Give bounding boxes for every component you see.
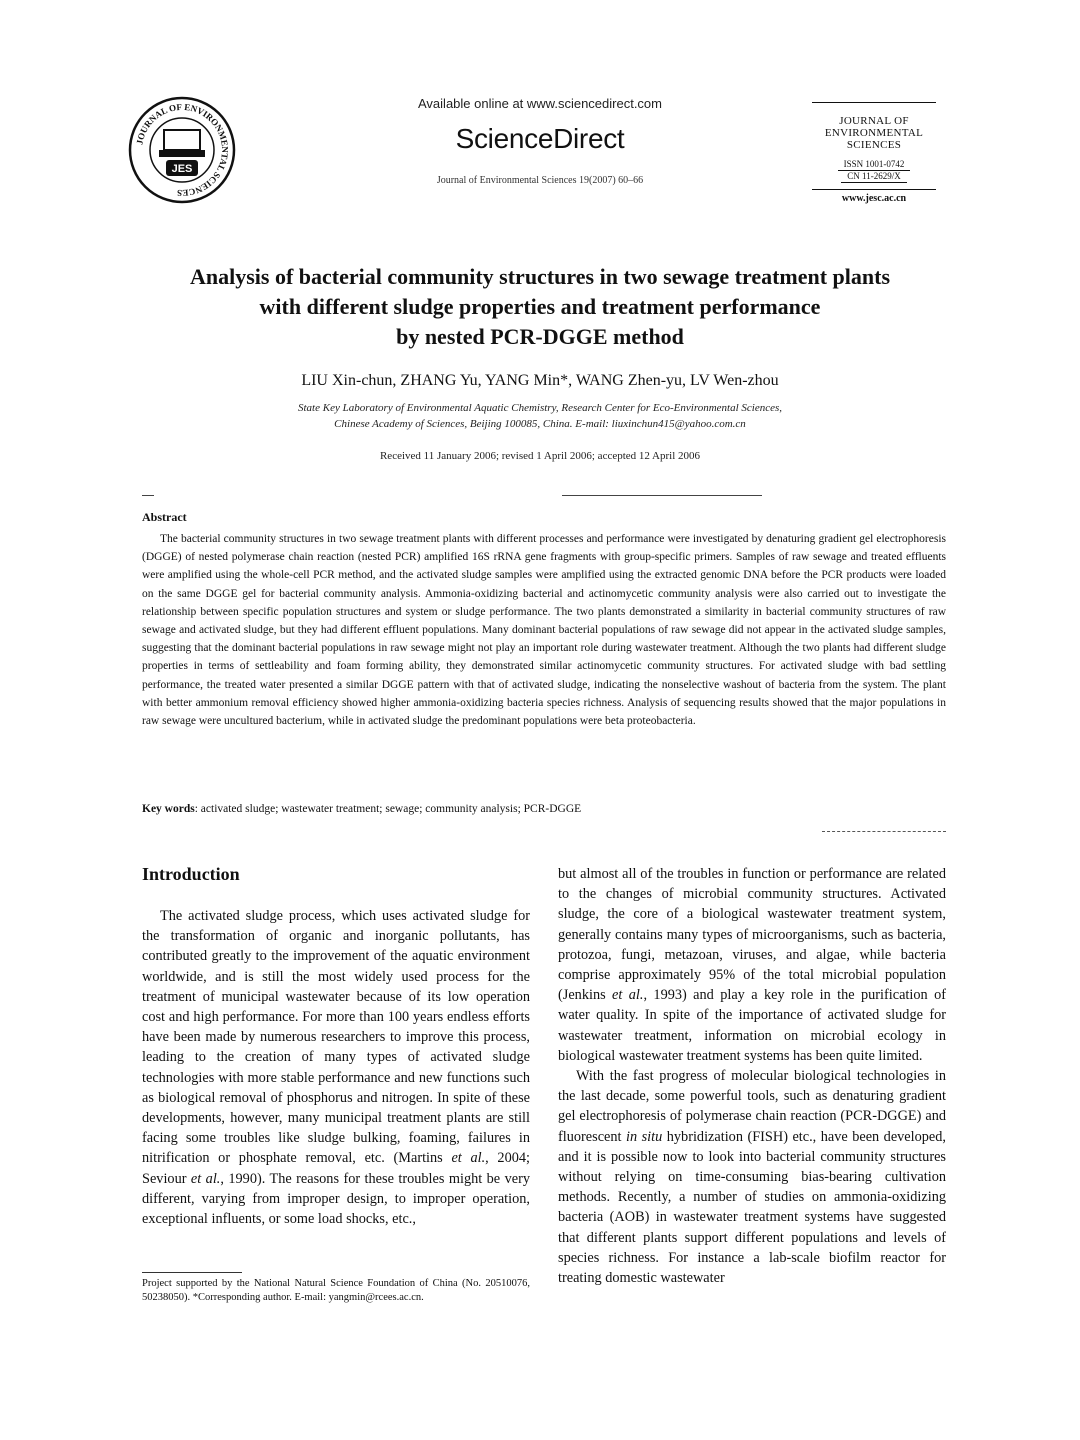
intro-paragraph-2: With the fast progress of molecular biological technologies in the last decade, some powerful tools, such as denaturing gradient gel electrophoresis of polymerase chain reaction (PCR-DGGE) and fluorescent in situ hybridization (FISH) etc., have been developed, and it is possible now to look into bacterial community structures without relying on time-consuming bias-bearing cultivation methods. Recently, a number of studies on ammonia-oxidizing bacteria (AOB) in wastewater treatment systems have suggested that different plants support different populations and levels of species richness. For instance a lab-scale biofilm reactor for treating domestic wastewater [558,1068,946,1287]
journal-name-line1: JOURNAL OF [839,115,909,127]
journal-box-top-rule [812,102,936,103]
keywords-list: : activated sludge; wastewater treatment; sewage; community analysis; PCR-DGGE [194,803,582,815]
journal-name-line2: ENVIRONMENTAL [824,127,924,139]
intro-paragraph-1: The activated sludge process, which uses activated sludge for the transformation of organic and inorganic pollutants, has contributed greatly to the improvement of the aquatic environment worldwide, and is still the most widely used process for the treatment of municipal wastewater because of its low operation cost and high performance. For more than 100 years endless efforts have been made by numerous researchers to improve this process, leading to the creation of many types of activated sludge technologies with more stable performance and new functions such as biological removal of phosphorus and nitrogen. In spite of these developments, however, many municipal treatment plants are still facing some troubles like sludge bulking, foaming, failures in nitrification or phosphate removal, etc. (Martins et al., 2004; Seviour et al., 1990). The reasons for these troubles might be very different, varying from improper design, to improper operation, exceptional influents, or some load shocks, etc., [142,908,530,1228]
journal-website: www.jesc.ac.cn [812,189,936,204]
journal-name-line3: SCIENCES [846,139,902,151]
journal-citation: Journal of Environmental Sciences 19(2007) 60–66 [436,175,644,186]
divider-long [562,495,762,496]
right-column [558,864,946,1288]
title-line-1: Analysis of bacterial community structures in two sewage treatment plants [189,264,891,289]
journal-issn: ISSN 1001-0742 [838,159,911,171]
article-title [120,262,960,352]
keywords [142,803,946,815]
journal-logo [128,96,236,204]
divider-short [142,495,154,496]
introduction-heading: Introduction [142,864,240,884]
abstract-text: The bacterial community structures in two sewage treatment plants with different processes and performance were investigated by denaturing gradient gel electrophoresis (DGGE) of nested polymerase chain reaction (nested PCR) amplified 16S rRNA gene fragments with group-specific primers. Samples of raw sewage and treated effluents were amplified using the whole-cell PCR method, and the activated sludge samples were amplified using the extracted genomic DNA before the PCR products were loaded on the same DGGE gel for bacterial community analysis. Ammonia-oxidizing bacterial and actinomycetic community analysis were also carried out to investigate the relationship between specific population structures and system or sludge performance. The two plants demonstrated a similarity in bacterial community structures of raw sewage and activated sludge, but they had different effluent populations. Many dominant bacterial populations of raw sewage did not appear in the activated sludge samples, suggesting that the dominant bacterial populations in raw sewage might not play an important role during wastewater treatment. Although the two plants had different sludge properties in terms of settleability and foam forming ability, they demonstrated similar actinomycetic community structures. For activated sludge with bad settling performance, the treated water presented a similar DGGE pattern with that of activated sludge, indicating the nonselective washout of bacteria from the system. The plant with better ammonium removal efficiency showed higher ammonia-oxidizing bacteria species richness. Analysis of sequencing results showed that the major populations in raw sewage were uncultured bacterium, while in activated sludge the predominant populations were beta proteobacteria. [142,533,946,728]
publisher-header [300,96,780,186]
footnote-rule [142,1272,242,1273]
journal-cn: CN 11-2629/X [841,171,906,183]
abstract-heading: Abstract [142,510,187,524]
available-online-text: Available online at www.sciencedirect.com [418,96,662,111]
logo-ring-text: JOURNAL OF ENVIRONMENTAL SCIENCES [134,101,231,199]
affiliation-line-1: State Key Laboratory of Environmental Aquatic Chemistry, Research Center for Eco-Environmental Sciences, [297,402,782,414]
received-dates: Received 11 January 2006; revised 1 April 2006; accepted 12 April 2006 [379,450,701,462]
footnote: Project supported by the National Natural Science Foundation of China (No. 20510076, 50238050). *Corresponding author. E-mail: yangmin@rcees.ac.cn. [142,1278,530,1303]
author-list: LIU Xin-chun, ZHANG Yu, YANG Min*, WANG Zhen-yu, LV Wen-zhou [301,372,779,389]
affiliation [140,400,940,432]
logo-letters: JES [171,163,193,175]
affiliation-line-2: Chinese Academy of Sciences, Beijing 100085, China. E-mail: liuxinchun415@yahoo.com.cn [334,418,746,430]
left-column [142,906,530,1229]
title-line-2: with different sludge properties and treatment performance [259,294,821,319]
journal-box [812,102,936,204]
title-line-3: by nested PCR-DGGE method [396,324,684,349]
keywords-label: Key words [142,803,195,815]
sciencedirect-wordmark: ScienceDirect [455,123,625,154]
abstract-end-divider [822,831,946,832]
intro-paragraph-1-continued: but almost all of the troubles in function or performance are related to the changes of microbial community structures. Activated sludge, the core of a biological wastewater treatment system, generally contains many types of microorganisms, such as bacteria, protozoa, fungi, metazoan, viruses, and algae, while bacteria comprise approximately 95% of the total microbial population (Jenkins et al., 1993) and play a key role in the purification of water quality. In spite of the importance of activated sludge for wastewater treatment, information on microbial ecology in biological wastewater treatment systems has been quite limited. [558,866,946,1064]
